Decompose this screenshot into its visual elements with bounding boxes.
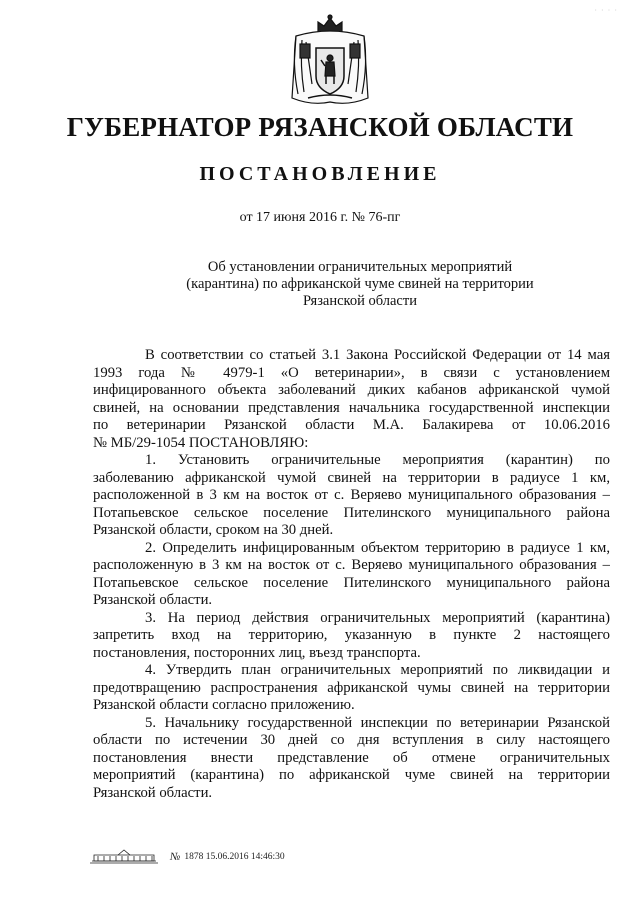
number-sign: № — [170, 851, 181, 863]
body-line: Потапьевское сельское поселение Пителинского муниципального района — [93, 504, 610, 521]
body-line: В соответствии со статьей 3.1 Закона Российской Федерации от 14 мая — [145, 347, 610, 363]
scan-artifact: · · · · — [594, 6, 618, 15]
subject-line: (карантина) по африканской чуме свиней на территории — [186, 276, 534, 292]
body-line: 1993 года № 4979-1 «О ветеринарии», в связи с установлением — [93, 364, 610, 381]
subject-line: Об установлении ограничительных мероприятий — [207, 259, 513, 275]
body-line: 3. На период действия ограничительных мероприятий (карантина) — [145, 609, 610, 626]
body-line: постановления, посторонних лиц, въезд транспорта. — [93, 644, 421, 661]
body-line: 5. Начальнику государственной инспекции по ветеринарии Рязанской — [145, 714, 610, 731]
document-date: от 17 июня 2016 г. № 76-пг — [239, 210, 401, 225]
body-line: предотвращению распространения африканской чумы свиней на территории — [93, 679, 610, 696]
government-building-icon — [88, 849, 160, 865]
subject-line: Рязанской области — [303, 293, 417, 309]
body-line: 1. Установить ограничительные мероприятия (карантин) по — [145, 452, 610, 468]
body-line: постановления внести представление об отмене ограничительных — [93, 749, 610, 766]
document-body — [93, 347, 610, 802]
body-line: свиней, на основании представления начальника государственной инспекции — [93, 399, 610, 416]
body-line: Рязанской области согласно приложению. — [93, 697, 355, 713]
body-line: расположенную в 3 км на восток от с. Веряево муниципального образования – — [93, 557, 610, 573]
body-line: по ветеринарии Рязанской области М.А. Балакирева от 10.06.2016 — [93, 417, 610, 433]
body-line: инфицированного объекта заболеваний диких кабанов африканской чумой — [93, 382, 610, 398]
body-line: 4. Утвердить план ограничительных мероприятий по ликвидации и — [145, 662, 610, 678]
governor-title: ГУБЕРНАТОР РЯЗАНСКОЙ ОБЛАСТИ — [66, 112, 574, 142]
body-line: запретить вход на территорию, указанную в пункте 2 настоящего — [93, 627, 610, 643]
registration-number: 1878 15.06.2016 14:46:30 — [184, 852, 285, 862]
body-line: мероприятий (карантина) по африканской чуме свиней на территории — [93, 767, 610, 783]
document-type: ПОСТАНОВЛЕНИЕ — [199, 163, 441, 185]
body-line: Рязанской области. — [93, 592, 213, 608]
body-line: № МБ/29-1054 ПОСТАНОВЛЯЮ: — [93, 434, 309, 451]
coat-of-arms-icon — [288, 14, 372, 106]
document-subject — [170, 259, 550, 310]
body-line: заболеванию африканской чумой свиней на территории в радиусе 1 км, — [93, 469, 610, 486]
body-line: 2. Определить инфицированным объектом территорию в радиусе 1 км, — [145, 539, 610, 556]
body-line: расположенной в 3 км на восток от с. Веряево муниципального образования – — [93, 487, 610, 503]
registration-stamp — [88, 848, 285, 866]
body-line: области по истечении 30 дней со дня вступления в силу настоящего — [93, 732, 610, 748]
body-line: Рязанской области. — [93, 784, 213, 801]
body-line: Рязанской области, сроком на 30 дней. — [93, 522, 334, 538]
body-line: Потапьевское сельское поселение Пителинского муниципального района — [93, 574, 610, 591]
